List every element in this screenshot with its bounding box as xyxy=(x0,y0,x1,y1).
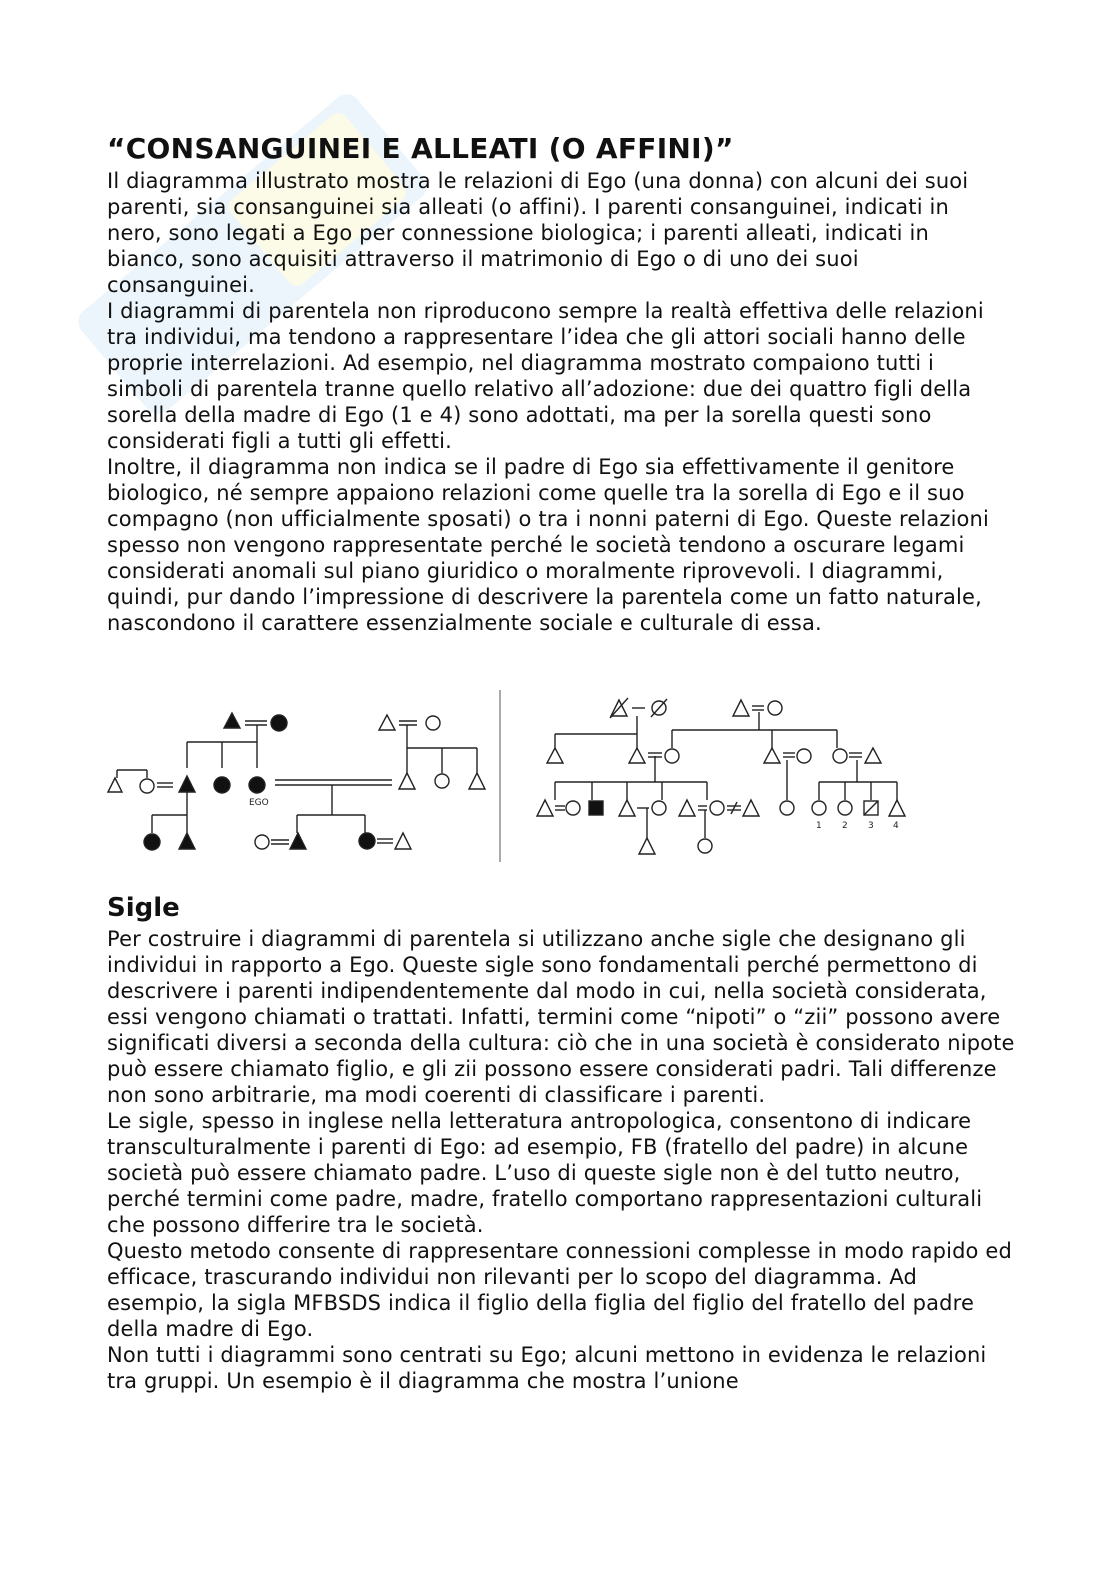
daughter-circle xyxy=(359,833,375,849)
son-in-law-triangle xyxy=(395,833,411,849)
section-heading-sigle: Sigle xyxy=(107,893,180,923)
son-wife-circle xyxy=(255,835,269,849)
maternal-grandfather xyxy=(733,700,749,716)
cousin-circle-r xyxy=(780,801,794,815)
sigle-paragraph: Per costruire i diagrammi di parentela si utilizzano anche sigle che designano gli individui in rapporto a Ego. Queste sigle sono fondamentali perché permettono di descrivere i parenti indipendentemente dal modo in cui, nella società considerata, essi vengono chiamati o trattati. Infatti, termini come “nipoti” o “zii” possono avere significati diversi a seconda della cultura: ciò che in una società è considerato nipote può essere chiamato figlio, e gli zii possono essere considerati padri. Tali differenze non sono arbitrarie, ma modi coerenti di classificare i parenti. xyxy=(107,927,1015,1107)
intro-text xyxy=(107,168,1007,636)
sigle-paragraph: Questo metodo consente di rappresentare connessioni complesse in modo rapido ed efficace, trascurando individui non rilevanti per lo scopo del diagramma. Ad esempio, la sigla MFBSDS indica il figlio della figlia del figlio del fratello del padre della madre di Ego. xyxy=(107,1239,1012,1341)
sister-partner-circle xyxy=(652,801,666,815)
uncle-triangle-r xyxy=(547,748,563,763)
grandfather-triangle xyxy=(224,713,240,728)
father-triangle xyxy=(629,748,645,763)
adopted-1 xyxy=(812,801,826,815)
page-title: “CONSANGUINEI E ALLEATI (O AFFINI)” xyxy=(107,132,734,165)
divorced-husband-triangle xyxy=(743,800,759,816)
child-circle xyxy=(144,834,160,850)
maternal-aunt-husband xyxy=(865,748,881,763)
maternal-aunt-circle xyxy=(833,749,847,763)
adopted-label-1: 1 xyxy=(816,821,822,831)
intro-paragraph: I diagrammi di parentela non riproducono sempre la realtà effettiva delle relazioni tra individui, ma tendono a rappresentare l’idea che gli attori sociali hanno delle proprie interrelazioni. Ad esempio, nel diagramma mostrato compaiono tutti i simboli di parentela tranne quello relativo all’adozione: due dei quattro figli della sorella della madre di Ego (1 e 4) sono adottati, ma per la sorella questi sono considerati figli a tutti gli effetti. xyxy=(107,299,984,453)
aunt-blood-circle xyxy=(214,777,230,793)
adopted-4 xyxy=(889,800,905,816)
adopted-label-2: 2 xyxy=(842,821,848,831)
intro-paragraph: Inoltre, il diagramma non indica se il padre di Ego sia effettivamente il genitore biologico, né sempre appaiono relazioni come quelle tra la sorella di Ego e il suo compagno (non ufficialmente sposati) o tra i nonni paterni di Ego. Queste relazioni spesso non vengono rappresentate perché le società tendono a oscurare legami considerati anomali sul piano giuridico o moralmente riprovevoli. I diagrammi, quindi, pur dando l’impressione di descrivere la parentela come un fatto naturale, nascondono il carattere essenzialmente sociale e culturale di essa. xyxy=(107,455,990,635)
adopted-label-4: 4 xyxy=(893,821,899,831)
sigle-text xyxy=(107,926,1017,1394)
ego-brother-triangle xyxy=(679,800,695,816)
maternal-uncle-wife xyxy=(797,749,811,763)
husband-triangle xyxy=(399,773,415,789)
son-triangle xyxy=(290,833,306,849)
maternal-grandmother xyxy=(768,701,782,715)
left-kinship-diagram xyxy=(108,713,485,850)
ego-label: EGO xyxy=(249,798,269,808)
father-in-law-triangle xyxy=(379,715,395,730)
child-triangle xyxy=(179,833,195,849)
brother-triangle xyxy=(619,800,635,816)
ego-circle xyxy=(249,777,265,793)
sister-in-law-circle xyxy=(435,774,449,788)
nephew-triangle xyxy=(639,838,655,854)
cousin-wife-circle xyxy=(566,801,580,815)
sibling-square-filled xyxy=(589,801,603,815)
maternal-uncle-triangle xyxy=(764,748,780,763)
cousin-triangle-white xyxy=(108,778,122,792)
uncle-triangle xyxy=(179,776,195,792)
brother-in-law-triangle xyxy=(469,773,485,789)
niece-circle xyxy=(698,839,712,853)
mother-circle xyxy=(665,749,679,763)
sigle-paragraph: Le sigle, spesso in inglese nella letteratura antropologica, consentono di indicare transculturalmente i parenti di Ego: ad esempio, FB (fratello del padre) in alcune società può essere chiamato padre. L’uso di queste sigle non è del tutto neutro, perché termini come padre, madre, fratello comportano rappresentazioni culturali che possono differire tra le società. xyxy=(107,1109,983,1237)
sigle-paragraph: Non tutti i diagrammi sono centrati su Ego; alcuni mettono in evidenza le relazioni tra gruppi. Un esempio è il diagramma che mostra l’unione xyxy=(107,1343,987,1393)
kinship-diagram xyxy=(107,690,907,870)
adopted-label-3: 3 xyxy=(868,821,874,831)
grandmother-circle xyxy=(271,715,287,731)
aunt-circle-white xyxy=(140,779,154,793)
right-kinship-diagram xyxy=(537,698,905,854)
intro-paragraph: Il diagramma illustrato mostra le relazioni di Ego (una donna) con alcuni dei suoi parenti, sia consanguinei sia alleati (o affini). I parenti consanguinei, indicati in nero, sono legati a Ego per connessione biologica; i parenti alleati, indicati in bianco, sono acquisiti attraverso il matrimonio di Ego o di uno dei suoi consanguinei. xyxy=(107,169,969,297)
adopted-2 xyxy=(838,801,852,815)
mother-in-law-circle xyxy=(426,716,440,730)
ego-sister-circle xyxy=(710,801,724,815)
cousin-triangle xyxy=(537,800,553,816)
